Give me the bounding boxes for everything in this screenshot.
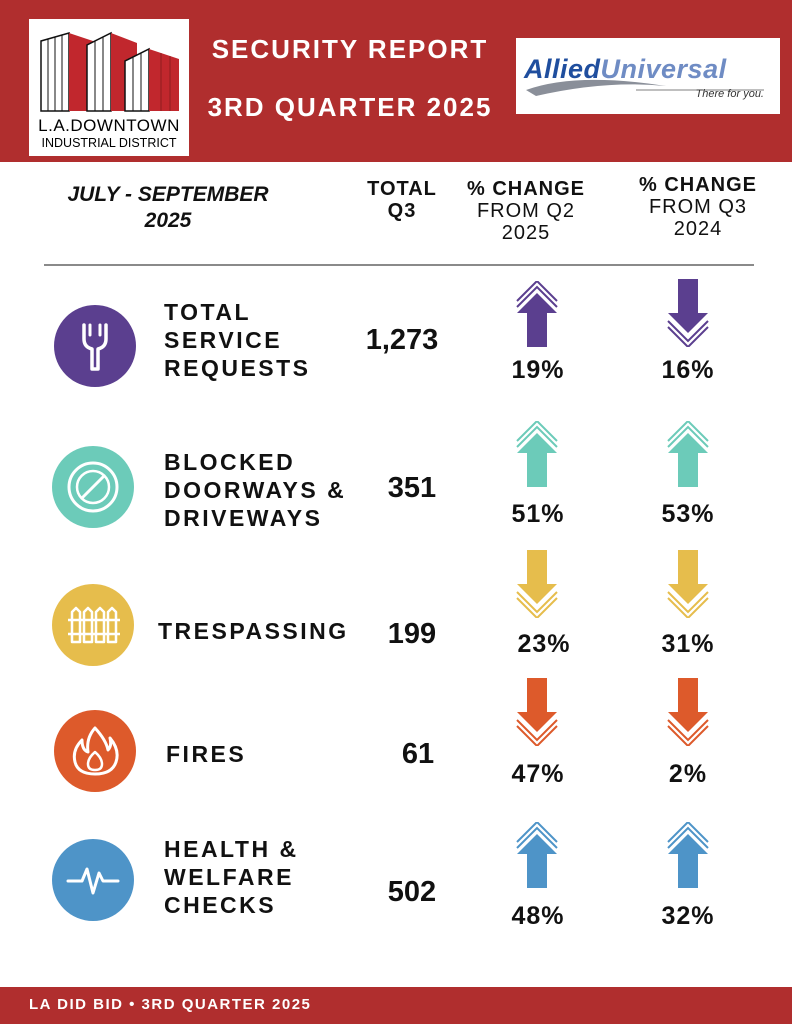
label-line: WELFARE — [164, 864, 294, 890]
label-line: FIRES — [166, 741, 247, 767]
decrease-arrow-icon — [515, 678, 559, 746]
label-line: BLOCKED — [164, 449, 296, 475]
buildings-icon — [29, 19, 189, 119]
increase-arrow-icon — [666, 822, 710, 890]
label-line: HEALTH & — [164, 836, 299, 862]
service-requests-q2-change: 19% — [511, 356, 565, 384]
increase-arrow-icon — [666, 421, 710, 489]
district-logo — [29, 19, 189, 156]
decrease-arrow-icon — [666, 550, 710, 618]
increase-arrow-icon — [515, 822, 559, 890]
partner-name-a: Allied — [524, 54, 601, 84]
service-requests-yoy-change: 16% — [661, 356, 715, 384]
increase-arrow-icon — [515, 421, 559, 489]
health-welfare-label — [164, 835, 299, 919]
yoy-heading-line-2: FROM Q3 — [648, 196, 748, 218]
period-line-1: JULY - SEPTEMBER — [67, 183, 269, 206]
service-requests-total: 1,273 — [365, 324, 439, 356]
label-line: DOORWAYS & — [164, 477, 347, 503]
label-line: REQUESTS — [164, 355, 311, 381]
blocked-doorways-yoy-change: 53% — [661, 500, 715, 528]
q2-heading-line-3: 2025 — [501, 222, 551, 244]
partner-name-b: Universal — [600, 54, 727, 84]
fires-yoy-change: 2% — [668, 760, 708, 788]
heartbeat-icon — [52, 839, 134, 921]
no-entry-icon — [52, 446, 134, 528]
yoy-change-heading — [608, 174, 788, 240]
partner-name — [524, 54, 727, 85]
footer-banner — [0, 987, 792, 1024]
logo-line-2: INDUSTRIAL DISTRICT — [41, 136, 177, 150]
label-line: SERVICE — [164, 327, 283, 353]
header-banner — [0, 0, 792, 162]
health-welfare-total: 502 — [387, 876, 437, 908]
fence-icon — [52, 584, 134, 666]
trespassing-q2-change: 23% — [517, 630, 571, 658]
decrease-arrow-icon — [666, 279, 710, 347]
service-requests-badge — [54, 305, 136, 387]
q2-heading-line-1: % CHANGE — [466, 178, 585, 200]
total-heading — [352, 178, 452, 222]
blocked-doorways-label — [164, 448, 346, 532]
yoy-heading-line-1: % CHANGE — [638, 174, 757, 196]
fires-label — [166, 740, 246, 768]
health-welfare-yoy-change: 32% — [661, 902, 715, 930]
decrease-arrow-icon — [515, 550, 559, 618]
report-subtitle: 3RD QUARTER 2025 — [207, 92, 493, 122]
label-line: TRESPASSING — [158, 618, 349, 644]
health-welfare-badge — [52, 839, 134, 921]
metric-row-service-requests — [0, 276, 792, 416]
yoy-heading-line-3: 2024 — [673, 218, 723, 240]
trespassing-yoy-change: 31% — [661, 630, 715, 658]
metric-row-blocked-doorways — [0, 418, 792, 558]
blocked-doorways-q2-change: 51% — [511, 500, 565, 528]
health-welfare-q2-change: 48% — [511, 902, 565, 930]
footer-text: LA DID BID • 3RD QUARTER 2025 — [29, 996, 312, 1013]
fires-badge — [54, 710, 136, 792]
fires-q2-change: 47% — [511, 760, 565, 788]
trespassing-total: 199 — [387, 618, 437, 650]
decrease-arrow-icon — [666, 678, 710, 746]
label-line: CHECKS — [164, 892, 277, 918]
trespassing-label — [158, 617, 349, 645]
blocked-doorways-total: 351 — [387, 472, 437, 504]
trespassing-badge — [52, 584, 134, 666]
wrench-icon — [54, 305, 136, 387]
metric-row-trespassing — [0, 548, 792, 688]
partner-logo — [516, 38, 780, 114]
logo-line-1: L.A.DOWNTOWN — [38, 116, 180, 135]
total-heading-line-1: TOTAL — [367, 178, 437, 200]
label-line: TOTAL — [164, 299, 252, 325]
label-line: DRIVEWAYS — [164, 505, 323, 531]
header-divider — [44, 264, 754, 266]
q2-change-heading — [446, 178, 606, 244]
period-line-2: 2025 — [144, 209, 192, 232]
q2-heading-line-2: FROM Q2 — [476, 200, 576, 222]
partner-tagline: There for you. — [695, 88, 764, 100]
metric-row-health-welfare — [0, 820, 792, 960]
metric-row-fires — [0, 676, 792, 816]
report-title: SECURITY REPORT — [211, 34, 489, 64]
total-heading-line-2: Q3 — [387, 200, 417, 222]
service-requests-label — [164, 298, 311, 382]
fires-total: 61 — [401, 738, 435, 770]
blocked-doorways-badge — [52, 446, 134, 528]
increase-arrow-icon — [515, 281, 559, 349]
flame-icon — [54, 710, 136, 792]
period-heading — [28, 182, 308, 234]
